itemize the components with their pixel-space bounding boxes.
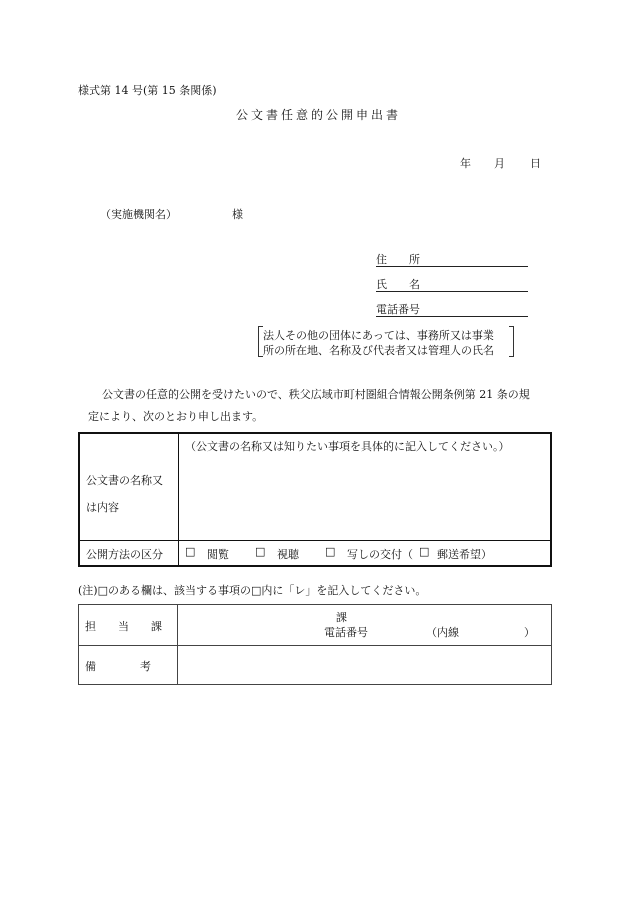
date-day: 日	[530, 157, 541, 170]
dept-info-cell[interactable]	[178, 605, 552, 646]
section-suffix: 課	[336, 611, 347, 624]
checkbox-listen[interactable]: □	[255, 545, 266, 558]
option-view-label: 閲覧	[207, 548, 229, 561]
corporate-note-line1: 法人その他の団体にあっては、事務所又は事業	[263, 329, 494, 342]
extension-close: ）	[524, 626, 535, 639]
intro-line2: 定により、次のとおり申し出ます。	[88, 410, 264, 423]
extension-open: （内線	[426, 626, 459, 639]
option-mail-label: 郵送希望）	[437, 548, 492, 561]
corporate-note	[258, 326, 514, 357]
checkbox-view[interactable]: □	[185, 545, 196, 558]
content-label-cell	[79, 433, 179, 541]
remarks-input-cell[interactable]	[178, 646, 552, 685]
checkbox-copy[interactable]: □	[325, 545, 336, 558]
method-label-cell	[79, 541, 179, 567]
dept-label: 担 当 課	[85, 620, 162, 633]
corporate-note-line2: 所の所在地、名称及び代表者又は管理人の氏名	[263, 344, 494, 357]
phone-label: 電話番号	[376, 303, 420, 316]
form-title: 公文書任意的公開申出書	[236, 108, 402, 122]
content-hint: （公文書の名称又は知りたい事項を具体的に記入してください。）	[185, 440, 510, 453]
dept-label-cell	[79, 605, 178, 646]
dept-phone-label: 電話番号	[324, 626, 368, 639]
option-listen-label: 視聴	[277, 548, 299, 561]
addressee-org: （実施機関名）	[100, 208, 177, 221]
method-label: 公開方法の区分	[86, 548, 163, 561]
addressee-honorific: 様	[232, 208, 243, 221]
bracket-right	[509, 326, 514, 357]
date-month: 月	[494, 157, 505, 170]
form-number: 様式第 14 号(第 15 条関係)	[78, 84, 217, 97]
checkbox-note: (注)□のある欄は、該当する事項の□内に「レ」を記入してください。	[78, 584, 427, 597]
date-year: 年	[460, 157, 471, 170]
content-label-line2: は内容	[86, 501, 119, 514]
option-copy-label: 写しの交付（	[347, 548, 413, 561]
office-table	[78, 604, 552, 685]
checkbox-mail[interactable]: □	[419, 545, 430, 558]
name-label: 氏 名	[376, 278, 420, 291]
address-label: 住 所	[376, 253, 420, 266]
content-input-cell[interactable]	[179, 433, 552, 541]
intro-line1: 公文書の任意的公開を受けたいので、秩父広域市町村圏組合情報公開条例第 21 条の規	[102, 388, 530, 401]
remarks-label: 備 考	[85, 660, 151, 673]
remarks-label-cell	[79, 646, 178, 685]
phone-field[interactable]	[376, 316, 528, 317]
content-label-line1: 公文書の名称又	[86, 474, 163, 487]
address-field[interactable]	[376, 266, 528, 267]
name-field[interactable]	[376, 291, 528, 292]
method-options-cell	[179, 541, 552, 567]
request-table	[78, 432, 552, 567]
